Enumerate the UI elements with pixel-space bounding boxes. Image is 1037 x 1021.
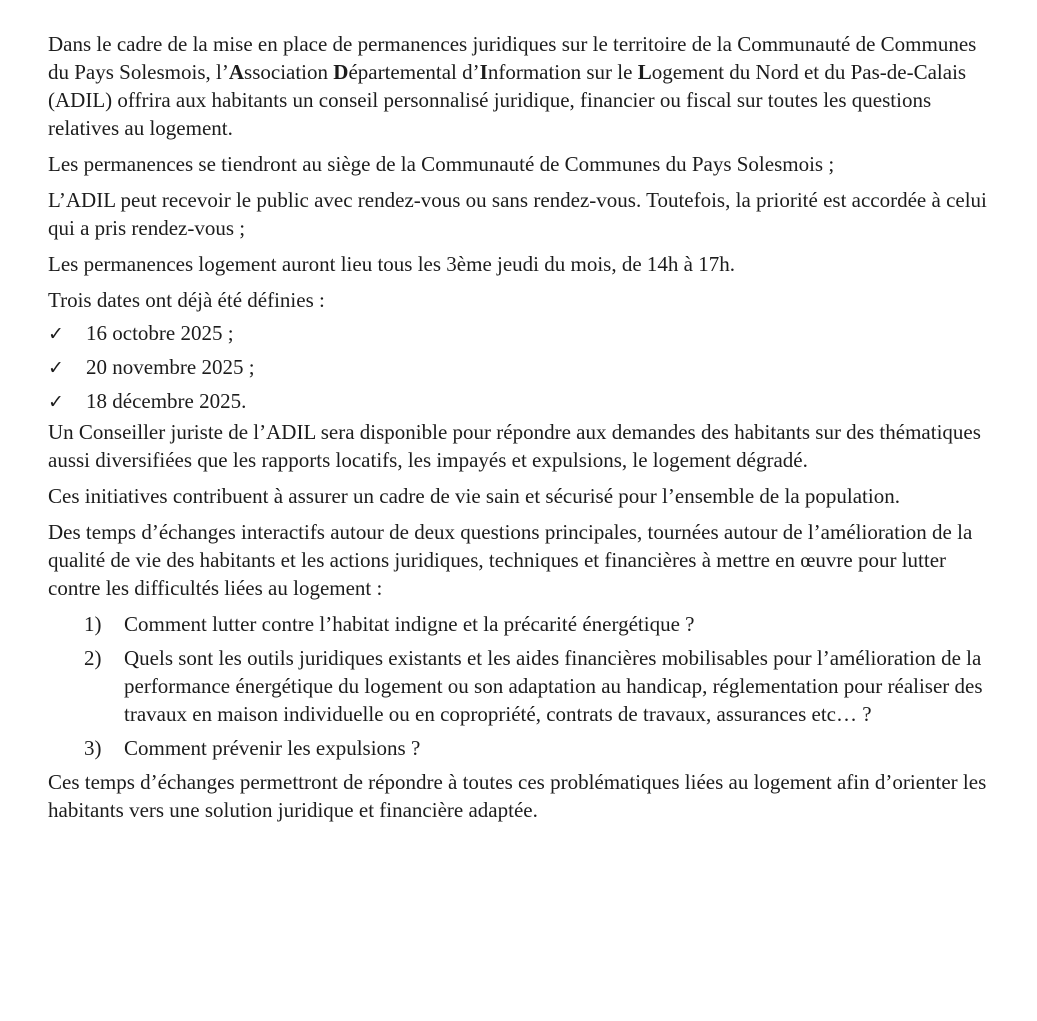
intro-text-information: nformation sur le <box>487 60 638 84</box>
list-item <box>84 610 998 638</box>
date-text: 18 décembre 2025. <box>86 389 247 413</box>
initiatives-paragraph: Ces initiatives contribuent à assurer un cadre de vie sain et sécurisé pour l’ensemble de la population. <box>48 484 900 508</box>
dates-intro-paragraph: Trois dates ont déjà été définies : <box>48 288 325 312</box>
dates-list <box>48 316 998 418</box>
counselor-paragraph: Un Conseiller juriste de l’ADIL sera disponible pour répondre aux demandes des habitants sur des thématiques aussi diversifiées que les rapports locatifs, les impayés et expulsions, le logement dégradé. <box>48 420 981 472</box>
list-number: 2) <box>84 646 102 670</box>
list-item <box>84 734 998 762</box>
list-number: 3) <box>84 736 102 760</box>
intro-paragraph <box>48 30 998 142</box>
intro-text-end: ogement du Nord et du Pas-de-Calais (ADIL) offrira aux habitants un conseil personnalisé juridique, financier ou fiscal sur toutes les questions relatives au logement. <box>48 60 967 140</box>
list-item <box>48 316 998 350</box>
intro-text-start: Dans le cadre de la mise en place de permanences juridiques sur le territoire de la Communauté de Communes du Pays Solesmois, l’ <box>48 32 977 84</box>
date-text: 20 novembre 2025 ; <box>86 355 255 379</box>
list-item <box>84 644 998 728</box>
acronym-letter-i: I <box>479 60 488 84</box>
checkmark-icon: ✓ <box>48 391 64 413</box>
acronym-letter-l: L <box>637 60 652 84</box>
list-item <box>48 350 998 384</box>
intro-text-departemental: épartemental d’ <box>348 60 480 84</box>
exchanges-paragraph: Des temps d’échanges interactifs autour de deux questions principales, tournées autour de l’amélioration de la qualité de vie des habitants et les actions juridiques, techniques et financières à mettre en œuvre pour lutter contre les difficultés liées au logement : <box>48 520 973 600</box>
acronym-letter-a: A <box>228 60 245 84</box>
intro-text-association: ssociation <box>244 60 334 84</box>
checkmark-icon: ✓ <box>48 323 64 345</box>
schedule-paragraph: Les permanences logement auront lieu tous les 3ème jeudi du mois, de 14h à 17h. <box>48 252 735 276</box>
question-text: Quels sont les outils juridiques existants et les aides financières mobilisables pour l’amélioration de la performance énergétique du logement ou son adaptation au handicap, réglementation pour réaliser des travaux en maison individuelle ou en copropriété, contrats de travaux, assurances etc… ? <box>124 646 983 726</box>
date-text: 16 octobre 2025 ; <box>86 321 234 345</box>
questions-list <box>48 610 998 762</box>
checkmark-icon: ✓ <box>48 357 64 379</box>
question-text: Comment prévenir les expulsions ? <box>124 736 421 760</box>
location-paragraph: Les permanences se tiendront au siège de la Communauté de Communes du Pays Solesmois ; <box>48 152 835 176</box>
document-page <box>48 30 998 832</box>
list-number: 1) <box>84 612 102 636</box>
acronym-letter-d: D <box>333 60 349 84</box>
list-item <box>48 384 998 418</box>
conclusion-paragraph: Ces temps d’échanges permettront de répondre à toutes ces problématiques liées au logement afin d’orienter les habitants vers une solution juridique et financière adaptée. <box>48 770 987 822</box>
appointment-paragraph: L’ADIL peut recevoir le public avec rendez-vous ou sans rendez-vous. Toutefois, la priorité est accordée à celui qui a pris rendez-vous ; <box>48 188 987 240</box>
question-text: Comment lutter contre l’habitat indigne et la précarité énergétique ? <box>124 612 695 636</box>
